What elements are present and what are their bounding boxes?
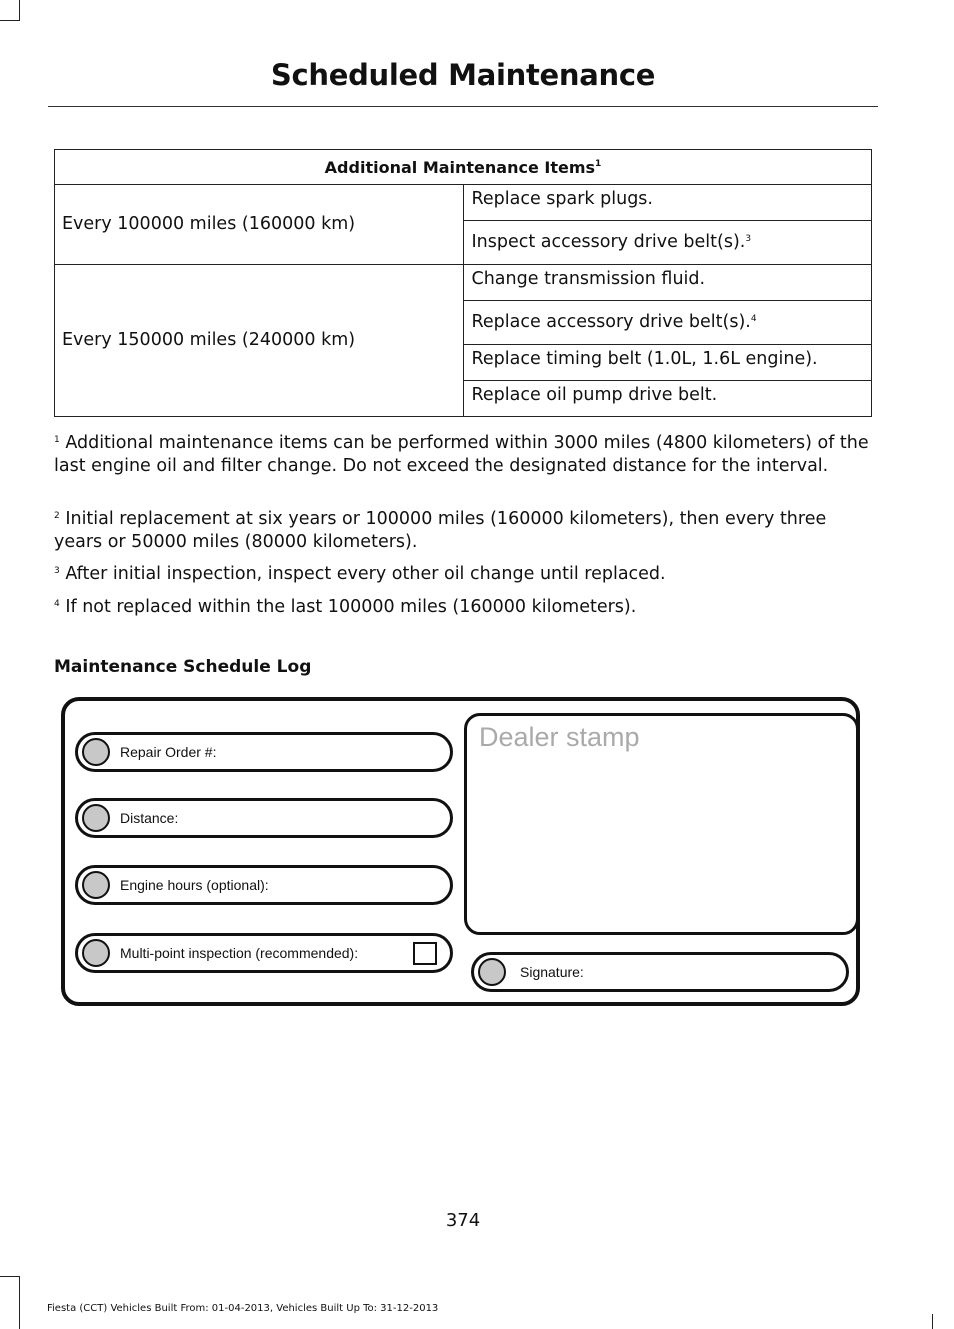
circle-icon xyxy=(82,804,110,832)
footnote: $^1$ Additional maintenance items can be performed within 3000 miles (4800 kilometers) of the last engine oil and filter change. Do not exceed the designated distance for the interval. xyxy=(54,433,869,476)
crop-mark xyxy=(0,20,20,21)
circle-icon xyxy=(82,871,110,899)
repair-order-field[interactable] xyxy=(75,732,453,772)
footnote: $^2$ Initial replacement at six years or 100000 miles (160000 kilometers), then every three years or 50000 miles (80000 kilometers). xyxy=(54,509,827,552)
inspection-checkbox[interactable] xyxy=(413,942,437,965)
field-label: Distance: xyxy=(120,810,179,826)
interval-cell: Every 100000 miles (160000 km) xyxy=(55,185,464,265)
footnote: $^3$ After initial inspection, inspect every other oil change until replaced. xyxy=(54,564,666,584)
field-label: Signature: xyxy=(520,964,584,980)
interval-cell: Every 150000 miles (240000 km) xyxy=(55,265,464,417)
table-header: Additional Maintenance Items$^1$ xyxy=(55,150,872,185)
signature-field[interactable] xyxy=(471,952,849,992)
item-cell: Replace oil pump drive belt. xyxy=(463,381,872,417)
crop-mark xyxy=(932,1314,933,1329)
item-cell: Inspect accessory drive belt(s).$^3$ xyxy=(463,221,872,265)
title-divider xyxy=(48,106,878,107)
field-label: Multi-point inspection (recommended): xyxy=(120,945,359,961)
circle-icon xyxy=(82,939,110,967)
item-cell: Replace spark plugs. xyxy=(463,185,872,221)
crop-mark xyxy=(0,1276,20,1277)
log-heading: Maintenance Schedule Log xyxy=(54,657,312,677)
distance-field[interactable] xyxy=(75,798,453,838)
item-cell: Change transmission fluid. xyxy=(463,265,872,301)
dealer-stamp-label: Dealer stamp xyxy=(479,722,640,752)
circle-icon xyxy=(478,958,506,986)
table-row xyxy=(55,185,872,221)
crop-mark xyxy=(19,0,20,20)
item-cell: Replace accessory drive belt(s).$^4$ xyxy=(463,301,872,345)
field-label: Engine hours (optional): xyxy=(120,877,269,893)
crop-mark xyxy=(19,1276,20,1329)
dealer-stamp-box[interactable] xyxy=(464,713,859,935)
footer-text: Fiesta (CCT) Vehicles Built From: 01-04-2013, Vehicles Built Up To: 31-12-2013 xyxy=(47,1303,439,1314)
maintenance-log-form xyxy=(61,697,860,1006)
inspection-field[interactable] xyxy=(75,933,453,973)
footnote: $^4$ If not replaced within the last 100000 miles (160000 kilometers). xyxy=(54,597,637,617)
engine-hours-field[interactable] xyxy=(75,865,453,905)
table-row xyxy=(55,265,872,301)
additional-maintenance-table xyxy=(54,149,872,417)
page-number: 374 xyxy=(445,1210,481,1231)
item-cell: Replace timing belt (1.0L, 1.6L engine). xyxy=(463,345,872,381)
field-label: Repair Order #: xyxy=(120,744,217,760)
page-title: Scheduled Maintenance xyxy=(270,58,656,92)
circle-icon xyxy=(82,738,110,766)
